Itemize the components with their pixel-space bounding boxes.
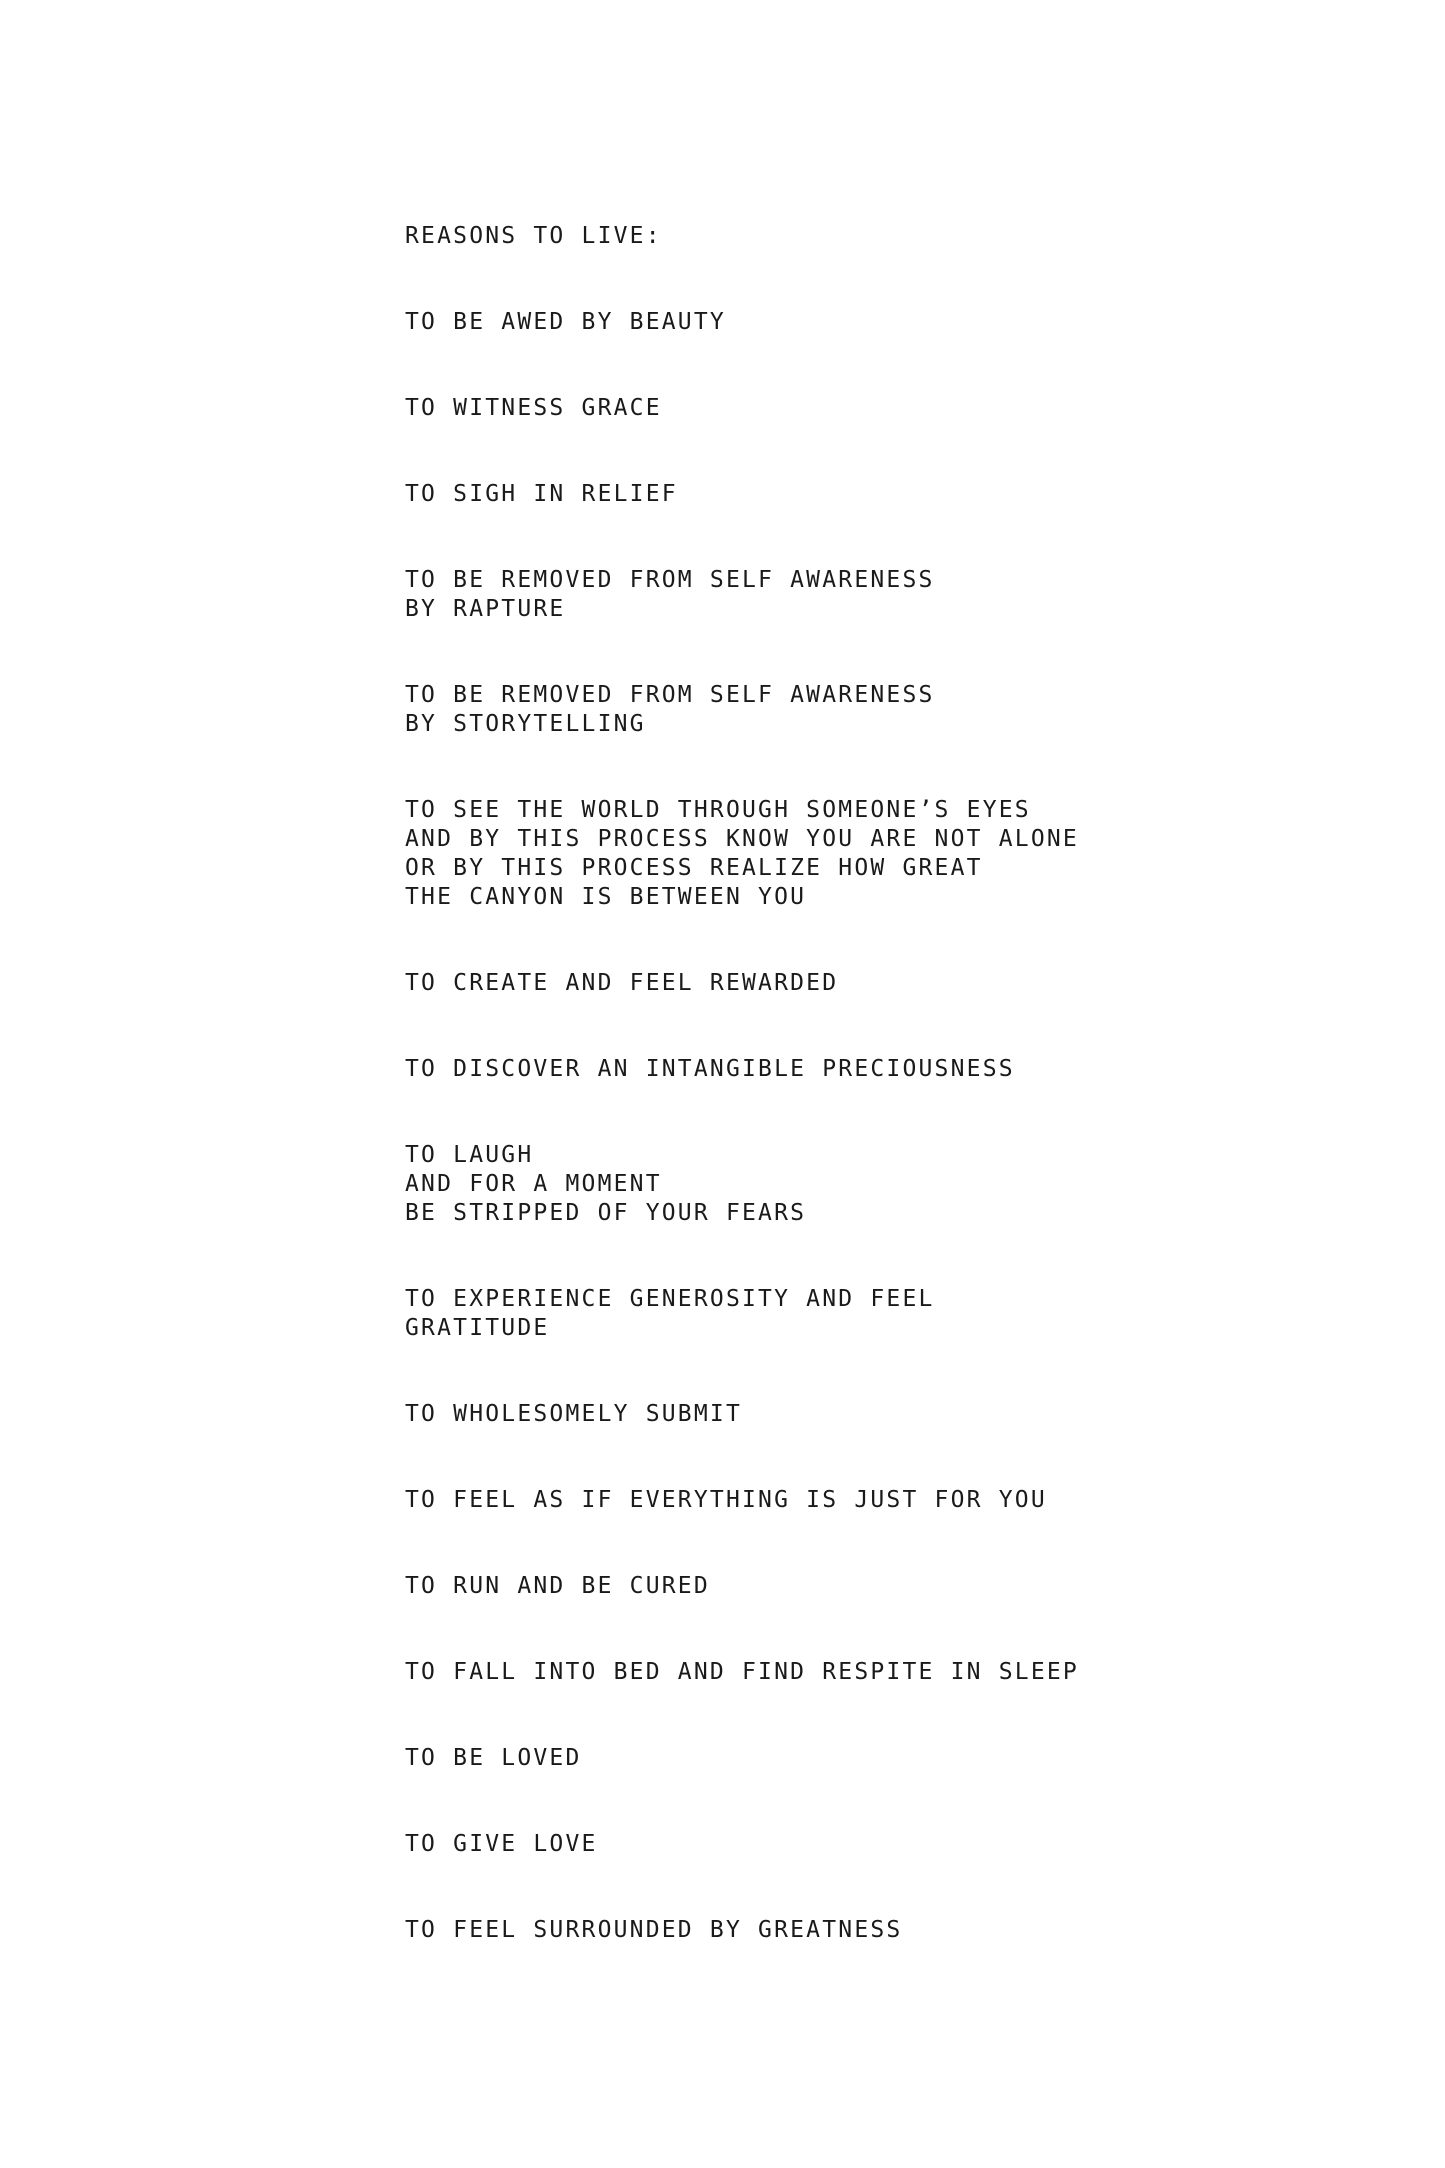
entry-line: TO WITNESS GRACE [405, 395, 662, 421]
entry-line: AND FOR A MOMENT [405, 1171, 662, 1197]
list-item [405, 796, 1305, 912]
list-item [405, 1055, 1305, 1084]
entry-line: BY RAPTURE [405, 596, 566, 622]
entry-line: TO FEEL AS IF EVERYTHING IS JUST FOR YOU [405, 1487, 1047, 1513]
entry-line: OR BY THIS PROCESS REALIZE HOW GREAT [405, 855, 983, 881]
list-item [405, 566, 1305, 624]
list-item [405, 394, 1305, 423]
list-item [405, 681, 1305, 739]
entry-line: TO GIVE LOVE [405, 1831, 598, 1857]
entry-line: THE CANYON IS BETWEEN YOU [405, 884, 807, 910]
list-item [405, 308, 1305, 337]
list-item [405, 1830, 1305, 1859]
entry-line: TO WHOLESOMELY SUBMIT [405, 1401, 742, 1427]
entry-line: TO FEEL SURROUNDED BY GREATNESS [405, 1917, 903, 1943]
entry-line: BE STRIPPED OF YOUR FEARS [405, 1200, 807, 1226]
list-item [405, 1744, 1305, 1773]
entry-line: BY STORYTELLING [405, 711, 646, 737]
list-item [405, 969, 1305, 998]
entry-line: TO LAUGH [405, 1142, 534, 1168]
entry-line: GRATITUDE [405, 1315, 550, 1341]
list-item [405, 1400, 1305, 1429]
list-item [405, 1141, 1305, 1228]
entry-line: TO BE REMOVED FROM SELF AWARENESS [405, 682, 935, 708]
entry-line: TO FALL INTO BED AND FIND RESPITE IN SLEEP [405, 1659, 1079, 1685]
entry-line: AND BY THIS PROCESS KNOW YOU ARE NOT ALONE [405, 826, 1079, 852]
list-item [405, 1572, 1305, 1601]
poem-body [405, 222, 1305, 1945]
list-item [405, 1916, 1305, 1945]
entry-line: TO BE AWED BY BEAUTY [405, 309, 726, 335]
entry-line: TO BE LOVED [405, 1745, 582, 1771]
list-item [405, 1486, 1305, 1515]
entry-line: TO DISCOVER AN INTANGIBLE PRECIOUSNESS [405, 1056, 1015, 1082]
entry-line: TO CREATE AND FEEL REWARDED [405, 970, 839, 996]
list-item [405, 1285, 1305, 1343]
list-item [405, 480, 1305, 509]
entry-line: TO EXPERIENCE GENEROSITY AND FEEL [405, 1286, 935, 1312]
entry-line: TO SEE THE WORLD THROUGH SOMEONE’S EYES [405, 797, 1031, 823]
entry-line: TO RUN AND BE CURED [405, 1573, 710, 1599]
entry-line: TO SIGH IN RELIEF [405, 481, 678, 507]
page-title: REASONS TO LIVE: [405, 223, 662, 249]
entry-line: TO BE REMOVED FROM SELF AWARENESS [405, 567, 935, 593]
list-item [405, 1658, 1305, 1687]
